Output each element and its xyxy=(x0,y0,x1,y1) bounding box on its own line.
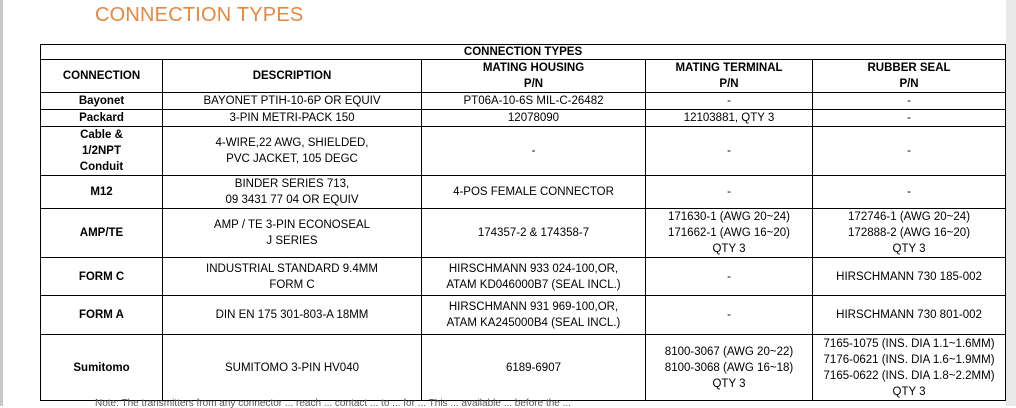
description-cell: 3-PIN METRI-PACK 150 xyxy=(163,110,422,127)
table-row xyxy=(41,258,1006,296)
connection-cell: FORM C xyxy=(41,258,163,296)
rubber-seal-cell: - xyxy=(813,176,1006,209)
mating-housing-cell: 4-POS FEMALE CONNECTOR xyxy=(422,176,646,209)
connection-cell: M12 xyxy=(41,176,163,209)
mating-terminal-cell: - xyxy=(646,258,813,296)
mating-housing-cell: - xyxy=(422,127,646,176)
column-header-mating-housing: MATING HOUSING P/N xyxy=(422,60,646,93)
description-cell: 4-WIRE,22 AWG, SHIELDED, PVC JACKET, 105 DEGC xyxy=(163,127,422,176)
description-cell: BAYONET PTIH-10-6P OR EQUIV xyxy=(163,93,422,110)
mating-terminal-cell: 8100-3067 (AWG 20~22) 8100-3068 (AWG 16~18) QTY 3 xyxy=(646,335,813,401)
mating-terminal-cell: - xyxy=(646,93,813,110)
rubber-seal-cell: - xyxy=(813,93,1006,110)
footnote: Note: The transmitters from any connector ... reach ... contact ... to ... for ... This ... available ... before the ... xyxy=(95,398,571,408)
page-left-border xyxy=(0,0,3,406)
table-row xyxy=(41,127,1006,176)
table-caption: CONNECTION TYPES xyxy=(41,45,1006,60)
rubber-seal-cell: HIRSCHMANN 730 185-002 xyxy=(813,258,1006,296)
rubber-seal-cell: HIRSCHMANN 730 801-002 xyxy=(813,296,1006,335)
mating-terminal-cell: - xyxy=(646,296,813,335)
rubber-seal-cell: - xyxy=(813,110,1006,127)
mating-terminal-cell: 12103881, QTY 3 xyxy=(646,110,813,127)
description-cell: BINDER SERIES 713, 09 3431 77 04 OR EQUIV xyxy=(163,176,422,209)
table-row xyxy=(41,296,1006,335)
table-row xyxy=(41,209,1006,258)
column-header-connection: CONNECTION xyxy=(41,60,163,93)
description-cell: SUMITOMO 3-PIN HV040 xyxy=(163,335,422,401)
description-cell: DIN EN 175 301-803-A 18MM xyxy=(163,296,422,335)
rubber-seal-cell: 172746-1 (AWG 20~24) 172888-2 (AWG 16~20) QTY 3 xyxy=(813,209,1006,258)
connection-cell: FORM A xyxy=(41,296,163,335)
mating-housing-cell: 174357-2 & 174358-7 xyxy=(422,209,646,258)
page-title: CONNECTION TYPES xyxy=(95,4,304,26)
viewer-scroll-edge xyxy=(1006,0,1016,406)
mating-housing-cell: HIRSCHMANN 931 969-100,OR, ATAM KA245000B4 (SEAL INCL.) xyxy=(422,296,646,335)
table-row xyxy=(41,93,1006,110)
mating-housing-cell: 12078090 xyxy=(422,110,646,127)
mating-terminal-cell: - xyxy=(646,176,813,209)
connection-cell: Packard xyxy=(41,110,163,127)
rubber-seal-cell: - xyxy=(813,127,1006,176)
mating-housing-cell: 6189-6907 xyxy=(422,335,646,401)
rubber-seal-cell: 7165-1075 (INS. DIA 1.1~1.6MM) 7176-0621 (INS. DIA 1.6~1.9MM) 7165-0622 (INS. DIA 1.8~2.2MM) QTY 3 xyxy=(813,335,1006,401)
column-header-mating-terminal: MATING TERMINAL P/N xyxy=(646,60,813,93)
mating-terminal-cell: - xyxy=(646,127,813,176)
mating-housing-cell: HIRSCHMANN 933 024-100,OR, ATAM KD046000B7 (SEAL INCL.) xyxy=(422,258,646,296)
column-header-rubber-seal: RUBBER SEAL P/N xyxy=(813,60,1006,93)
connection-cell: AMP/TE xyxy=(41,209,163,258)
table-row xyxy=(41,176,1006,209)
description-cell: INDUSTRIAL STANDARD 9.4MM FORM C xyxy=(163,258,422,296)
connection-cell: Sumitomo xyxy=(41,335,163,401)
column-header-description: DESCRIPTION xyxy=(163,60,422,93)
description-cell: AMP / TE 3-PIN ECONOSEAL J SERIES xyxy=(163,209,422,258)
table-row xyxy=(41,335,1006,401)
connection-types-table xyxy=(40,44,1006,401)
mating-terminal-cell: 171630-1 (AWG 20~24) 171662-1 (AWG 16~20) QTY 3 xyxy=(646,209,813,258)
mating-housing-cell: PT06A-10-6S MIL-C-26482 xyxy=(422,93,646,110)
connection-cell: Cable & 1/2NPT Conduit xyxy=(41,127,163,176)
table-row xyxy=(41,110,1006,127)
connection-cell: Bayonet xyxy=(41,93,163,110)
